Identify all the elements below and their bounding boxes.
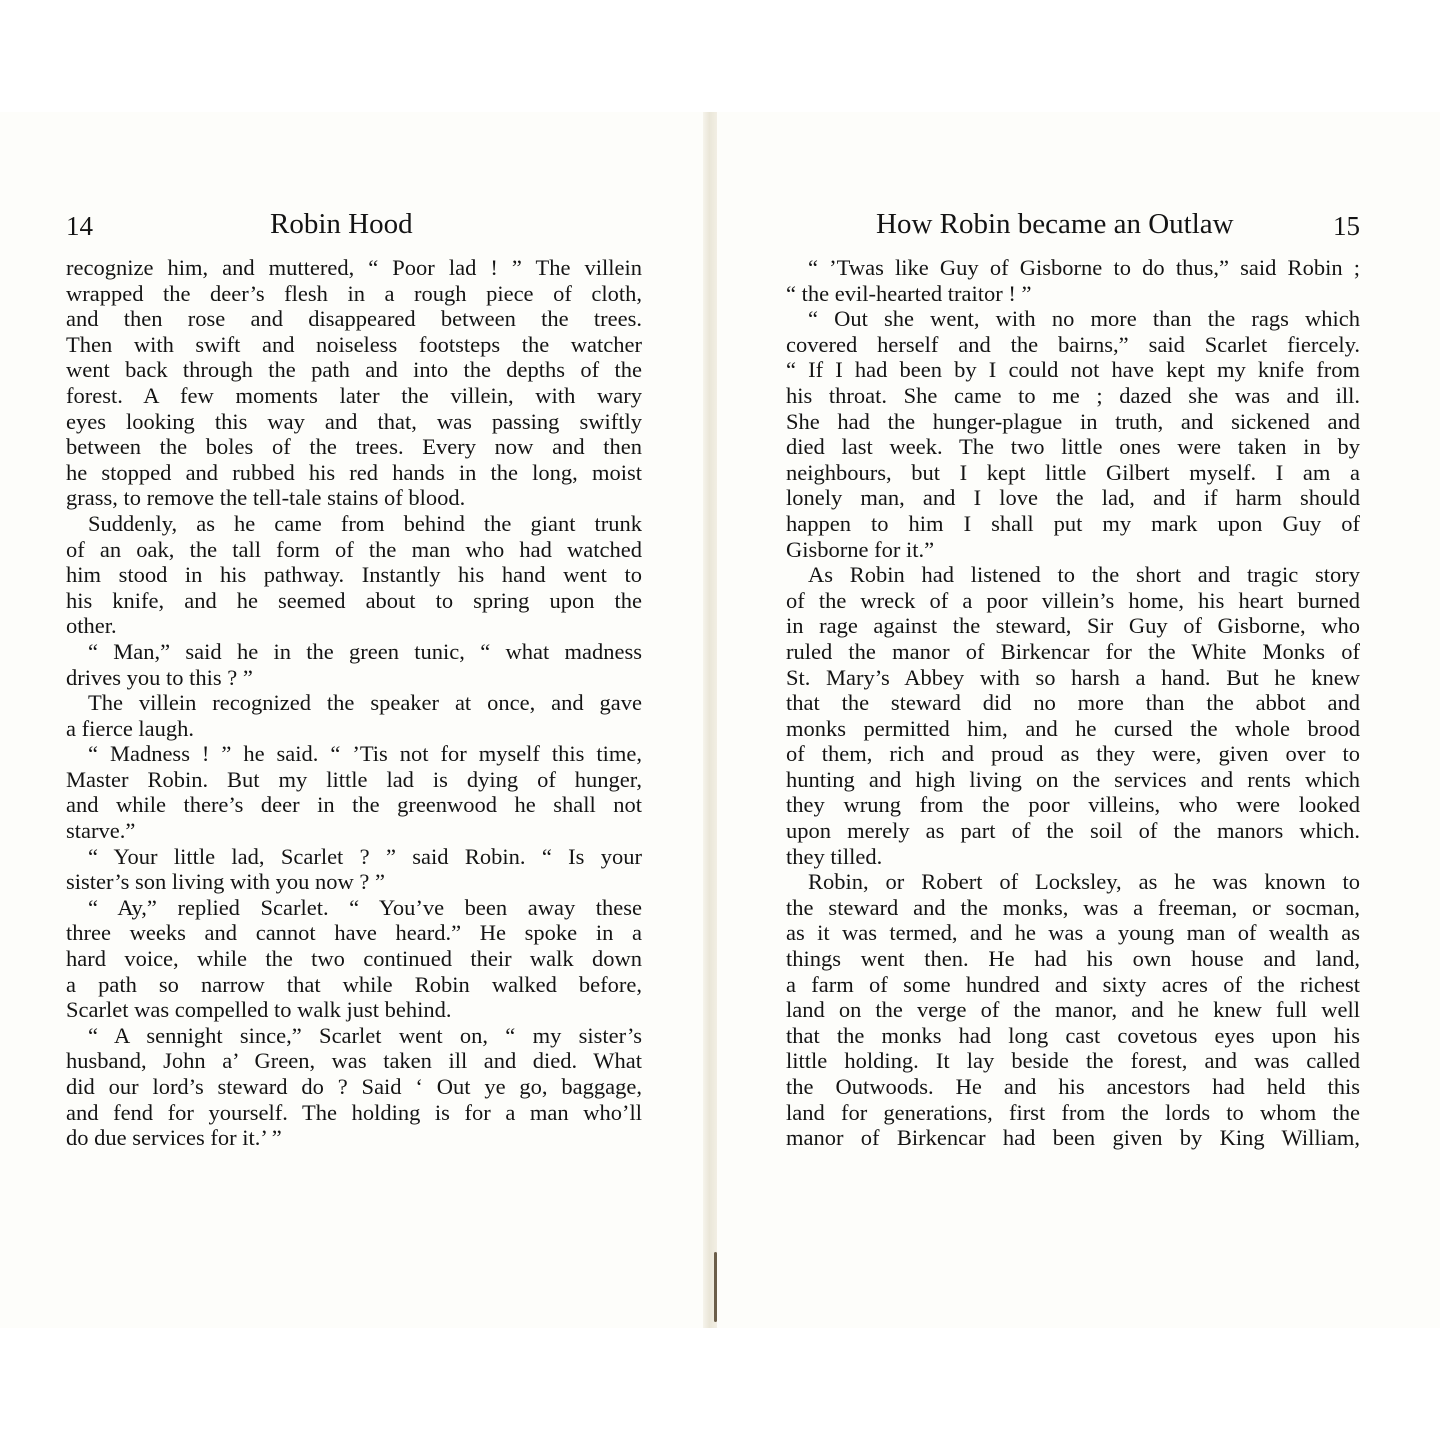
text-line: hunting and high living on the services and rents which: [786, 766, 1360, 792]
text-line: “ the evil-hearted traitor ! ”: [786, 280, 1032, 306]
text-line: “ If I had been by I could not have kept my knife from: [786, 357, 1360, 383]
text-line: and fend for yourself. The holding is for a man who’ll: [66, 1099, 642, 1125]
text-line: the steward and the monks, was a freeman, or socman,: [786, 894, 1360, 920]
left-running-head: [66, 207, 642, 241]
text-line: “ Man,” said he in the green tunic, “ what madness: [88, 638, 642, 664]
text-line: of the wreck of a poor villein’s home, his heart burned: [786, 587, 1360, 613]
text-line: that the steward did no more than the abbot and: [786, 690, 1360, 716]
text-line: eyes looking this way and that, was passing swiftly: [66, 408, 642, 434]
text-line: of an oak, the tall form of the man who had watched: [66, 536, 642, 562]
text-line: recognize him, and muttered, “ Poor lad ! ” The villein: [66, 255, 642, 280]
text-line: in rage against the steward, Sir Guy of Gisborne, who: [786, 613, 1360, 639]
text-line: sister’s son living with you now ? ”: [66, 869, 385, 895]
right-page: [786, 207, 1360, 1151]
text-line: Gisborne for it.”: [786, 536, 935, 562]
text-line: Scarlet was compelled to walk just behind.: [66, 997, 452, 1023]
text-line: a fierce laugh.: [66, 715, 195, 741]
text-line: he stopped and rubbed his red hands in the long, moist: [66, 459, 642, 485]
text-line: “ Out she went, with no more than the rags which: [808, 306, 1360, 332]
book-spread: [0, 112, 1440, 1328]
text-line: a path so narrow that while Robin walked before,: [66, 971, 642, 997]
text-line: of them, rich and proud as they were, given over to: [786, 741, 1360, 767]
text-line: “ A sennight since,” Scarlet went on, “ my sister’s: [88, 1022, 642, 1048]
text-line: hard voice, while the two continued their walk down: [66, 946, 642, 972]
text-line: little holding. It lay beside the forest, and was called: [786, 1048, 1360, 1074]
text-line: “ Madness ! ” he said. “ ’Tis not for myself this time,: [88, 741, 642, 767]
text-line: wrapped the deer’s flesh in a rough piece of cloth,: [66, 280, 642, 306]
text-line: “ ’Twas like Guy of Gisborne to do thus,” said Robin ;: [808, 255, 1360, 280]
text-line: covered herself and the bairns,” said Scarlet fiercely.: [786, 331, 1360, 357]
book-gutter: [703, 112, 717, 1328]
text-line: starve.”: [66, 818, 136, 844]
text-line: do due services for it.’ ”: [66, 1125, 282, 1151]
right-page-number: 15: [1333, 211, 1360, 241]
text-line: and then rose and disappeared between the trees.: [66, 306, 642, 332]
text-line: grass, to remove the tell-tale stains of blood.: [66, 485, 466, 511]
text-line: Then with swift and noiseless footsteps the watcher: [66, 331, 642, 357]
left-body-text: [66, 255, 642, 1151]
text-line: went back through the path and into the depths of the: [66, 357, 642, 383]
text-line: between the boles of the trees. Every now and then: [66, 434, 642, 460]
text-line: him stood in his pathway. Instantly his hand went to: [66, 562, 642, 588]
left-page-number: 14: [66, 211, 93, 241]
text-line: Suddenly, as he came from behind the giant trunk: [88, 510, 642, 536]
left-page: [66, 207, 642, 1151]
text-line: monks permitted him, and he cursed the whole brood: [786, 715, 1360, 741]
text-line: manor of Birkencar had been given by King William,: [786, 1125, 1360, 1151]
text-line: died last week. The two little ones were taken in by: [786, 434, 1360, 460]
text-line: a farm of some hundred and sixty acres of the richest: [786, 971, 1360, 997]
text-line: As Robin had listened to the short and tragic story: [808, 562, 1360, 588]
right-running-head: [786, 207, 1360, 241]
text-line: happen to him I shall put my mark upon Guy of: [786, 510, 1360, 536]
text-line: the Outwoods. He and his ancestors had held this: [786, 1074, 1360, 1099]
gutter-thread: [714, 1252, 717, 1322]
text-line: land on the verge of the manor, and he knew full well: [786, 997, 1360, 1023]
text-line: forest. A few moments later the villein, with wary: [66, 382, 642, 408]
text-line: ruled the manor of Birkencar for the White Monks of: [786, 638, 1360, 664]
text-line: Robin, or Robert of Locksley, as he was known to: [808, 869, 1360, 895]
text-line: did our lord’s steward do ? Said ‘ Out ye go, baggage,: [66, 1074, 642, 1099]
text-line: husband, John a’ Green, was taken ill and died. What: [66, 1048, 642, 1074]
text-line: upon merely as part of the soil of the manors which.: [786, 818, 1360, 844]
text-line: She had the hunger-plague in truth, and sickened and: [786, 408, 1360, 434]
text-line: Master Robin. But my little lad is dying of hunger,: [66, 766, 642, 792]
text-line: St. Mary’s Abbey with so harsh a hand. But he knew: [786, 664, 1360, 690]
text-line: “ Your little lad, Scarlet ? ” said Robin. “ Is your: [88, 843, 642, 869]
text-line: and while there’s deer in the greenwood he shall not: [66, 792, 642, 818]
right-body-text: [786, 255, 1360, 1151]
text-line: as it was termed, and he was a young man of wealth as: [786, 920, 1360, 946]
text-line: “ Ay,” replied Scarlet. “ You’ve been away these: [88, 894, 642, 920]
text-line: neighbours, but I kept little Gilbert myself. I am a: [786, 459, 1360, 485]
text-line: The villein recognized the speaker at once, and gave: [88, 690, 642, 716]
text-line: three weeks and cannot have heard.” He spoke in a: [66, 920, 642, 946]
text-line: they tilled.: [786, 843, 883, 869]
left-running-title: Robin Hood: [270, 208, 413, 240]
text-line: they wrung from the poor villeins, who were looked: [786, 792, 1360, 818]
text-line: other.: [66, 613, 117, 639]
text-line: lonely man, and I love the lad, and if harm should: [786, 485, 1360, 511]
text-line: that the monks had long cast covetous eyes upon his: [786, 1022, 1360, 1048]
right-running-title: How Robin became an Outlaw: [876, 208, 1234, 240]
text-line: land for generations, first from the lords to whom the: [786, 1099, 1360, 1125]
text-line: drives you to this ? ”: [66, 664, 253, 690]
text-line: his knife, and he seemed about to spring upon the: [66, 587, 642, 613]
text-line: his throat. She came to me ; dazed she was and ill.: [786, 382, 1360, 408]
text-line: things went then. He had his own house and land,: [786, 946, 1360, 972]
